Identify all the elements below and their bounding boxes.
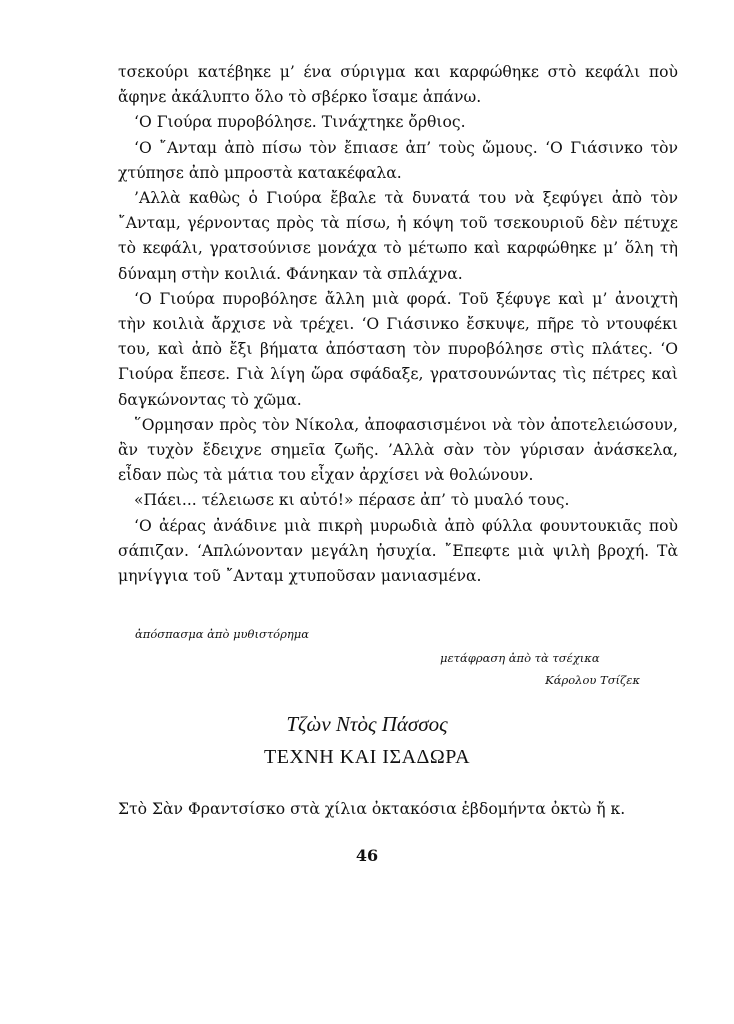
paragraph-5: ‘Ο Γιούρα πυροβόλησε ἄλλη μιὰ φορά. Τοῦ ξέφυγε καὶ μ’ ἀνοιχτὴ τὴν κοιλιὰ ἄρχισε νὰ τρέχει. ‘Ο Γιάσινκο ἔσκυψε, πῆρε τὸ ντουφέκι του, καὶ ἀπὸ ἔξι βήματα ἀπόσταση τὸν πυροβόλησε στὶς πλάτες. ‘Ο Γιούρα ἔπεσε. Γιὰ λίγη ὥρα σφάδαξε, γρατσουνώντας τὶς πέτρες καὶ δαγκώνοντας τὸ χῶμα. [118,289,678,409]
translation-credit [440,647,650,691]
excerpt-note: ἀπόσπασμα ἀπὸ μυθιστόρημα [135,627,309,641]
article-author: Τζὼν Ντὸς Πάσσος [286,712,448,736]
paragraph-6: ῞Ορμησαν πρὸς τὸν Νίκολα, ἀποφασισμένοι νὰ τὸν ἀποτελειώσουν, ἂν τυχὸν ἔδειχνε σημεῖα ζωῆς. ’Αλλὰ σὰν τὸν γύρισαν ἀνάσκελα, εἶδαν πὼς τὰ μάτια του εἶχαν ἀρχίσει νὰ θολώνουν. [118,415,678,485]
paragraph-4: ’Αλλὰ καθὼς ὁ Γιούρα ἔβαλε τὰ δυνατά του νὰ ξεφύγει ἀπὸ τὸν ῎Ανταμ, γέρνοντας πρὸς τὰ πίσω, ἡ κόψη τοῦ τσεκουριοῦ δὲν πέτυχε τὸ κεφάλι, γρατσούνισε μονάχα τὸ μέτωπο καὶ καρφώθηκε μ’ ὅλη τὴ δύναμη στὴν κοιλιά. Φάνηκαν τὰ σπλάχνα. [118,189,678,283]
story-text [118,60,678,589]
page-number: 46 [355,846,379,865]
paragraph-8: ‘Ο ἀέρας ἀνάδινε μιὰ πικρὴ μυρωδιὰ ἀπὸ φύλλα φουντουκιᾶς ποὺ σάπιζαν. ‘Απλώνονταν μεγάλη ἡσυχία. ῎Επεφτε μιὰ ψιλὴ βροχή. Τὰ μηνίγγια τοῦ ῎Ανταμ χτυποῦσαν μανιασμένα. [118,516,678,586]
translation-note-line: μετάφραση ἀπὸ τὰ τσέχικα [440,651,600,665]
paragraph-2: ‘Ο Γιούρα πυροβόλησε. Τινάχτηκε ὄρθιος. [134,113,466,132]
paragraph-7: «Πάει... τέλειωσε κι αὐτό!» πέρασε ἀπ’ τὸ μυαλό τους. [134,491,570,510]
paragraph-3: ‘Ο ῎Ανταμ ἀπὸ πίσω τὸν ἔπιασε ἀπ’ τοὺς ὤμους. ‘Ο Γιάσινκο τὸν χτύπησε ἀπὸ μπροστὰ κατακέφαλα. [118,138,678,182]
article-title: ΤΕΧΝΗ ΚΑΙ ΙΣΑΔΩΡΑ [263,746,471,768]
article-opening-line: Στὸ Σὰν Φραντσίσκο στὰ χίλια ὀκτακόσια ἑβδομήντα ὀκτὼ ἤ κ. [118,800,626,818]
paragraph-1: τσεκούρι κατέβηκε μ’ ένα σύριγμα και καρφώθηκε στὸ κεφάλι ποὺ ἄφηνε ἀκάλυπτο ὅλο τὸ σβέρκο ἴσαμε ἀπάνω. [118,63,678,107]
translator-name: Κάρολου Τσίζεκ [545,673,640,687]
